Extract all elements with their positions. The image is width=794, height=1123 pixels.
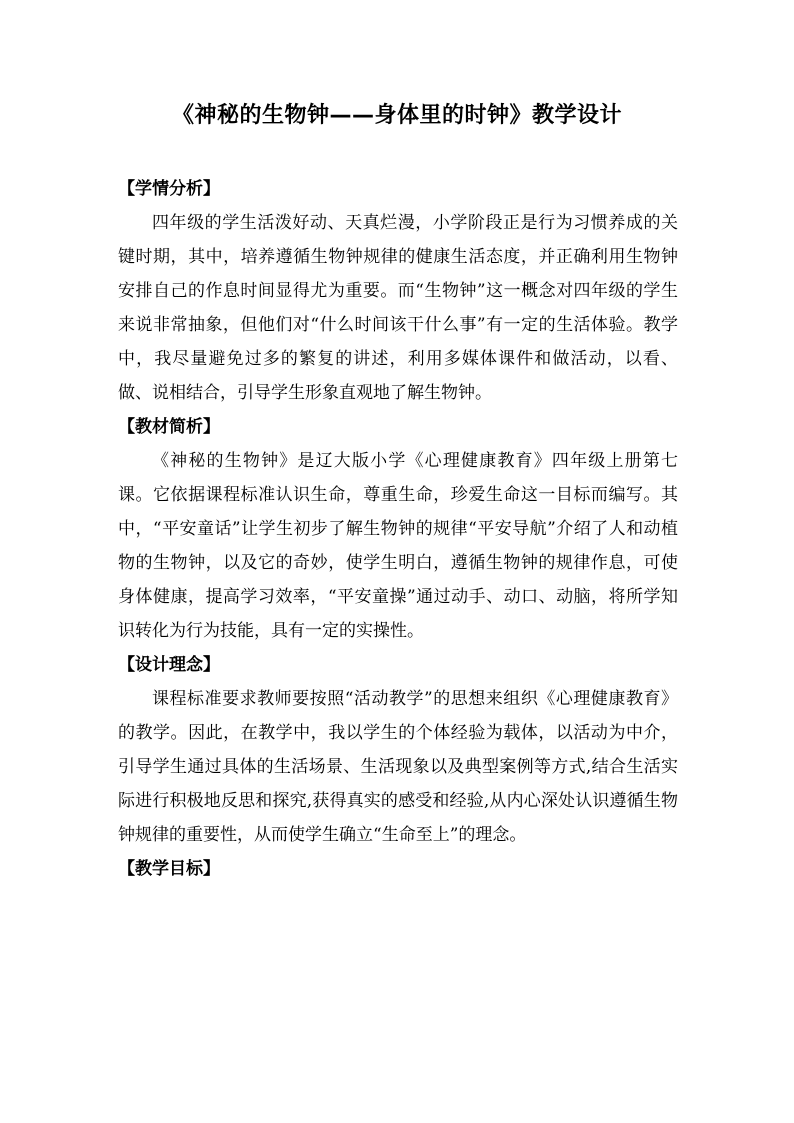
section-paragraph: 《神秘的生物钟》是辽大版小学《心理健康教育》四年级上册第七课。它依据课程标准认识生命，尊重生命，珍爱生命这一目标而编写。其中，“平安童话”让学生初步了解生物钟的规律“平安导航”介绍了人和动植物的生物钟，以及它的奇妙，使学生明白，遵循生物钟的规律作息，可使身体健康，提高学习效率，“平安童操”通过动手、动口、动脑，将所学知识转化为行为技能，具有一定的实操性。	[118, 451, 678, 641]
document-content	[118, 172, 678, 886]
section-paragraph: 四年级的学生活泼好动、天真烂漫，小学阶段正是行为习惯养成的关键时期，其中，培养遵循生物钟规律的健康生活态度，并正确利用生物钟安排自己的作息时间显得尤为重要。而“生物钟”这一概念对四年级的学生来说非常抽象，但他们对“什么时间该干什么事”有一定的生活体验。教学中，我尽量避免过多的繁复的讲述，利用多媒体课件和做活动，以看、做、说相结合，引导学生形象直观地了解生物钟。	[118, 213, 678, 403]
section-heading: 【设计理念】	[118, 655, 220, 675]
section-heading: 【学情分析】	[118, 179, 220, 199]
section-teaching-goals	[118, 852, 678, 886]
section-heading: 【教材简析】	[118, 417, 220, 437]
section-paragraph: 课程标准要求教师要按照“活动教学”的思想来组织《心理健康教育》的教学。因此，在教学中，我以学生的个体经验为载体，以活动为中介，引导学生通过具体的生活场景、生活现象以及典型案例等方式,结合生活实际进行积极地反思和探究,获得真实的感受和经验,从内心深处认识遵循生物钟规律的重要性，从而使学生确立“生命至上”的理念。	[118, 689, 678, 845]
section-learner-analysis	[118, 172, 678, 410]
document-title: 《神秘的生物钟——身体里的时钟》教学设计	[171, 103, 622, 128]
section-textbook-analysis	[118, 410, 678, 648]
section-heading: 【教学目标】	[118, 859, 220, 879]
section-design-concept	[118, 648, 678, 852]
